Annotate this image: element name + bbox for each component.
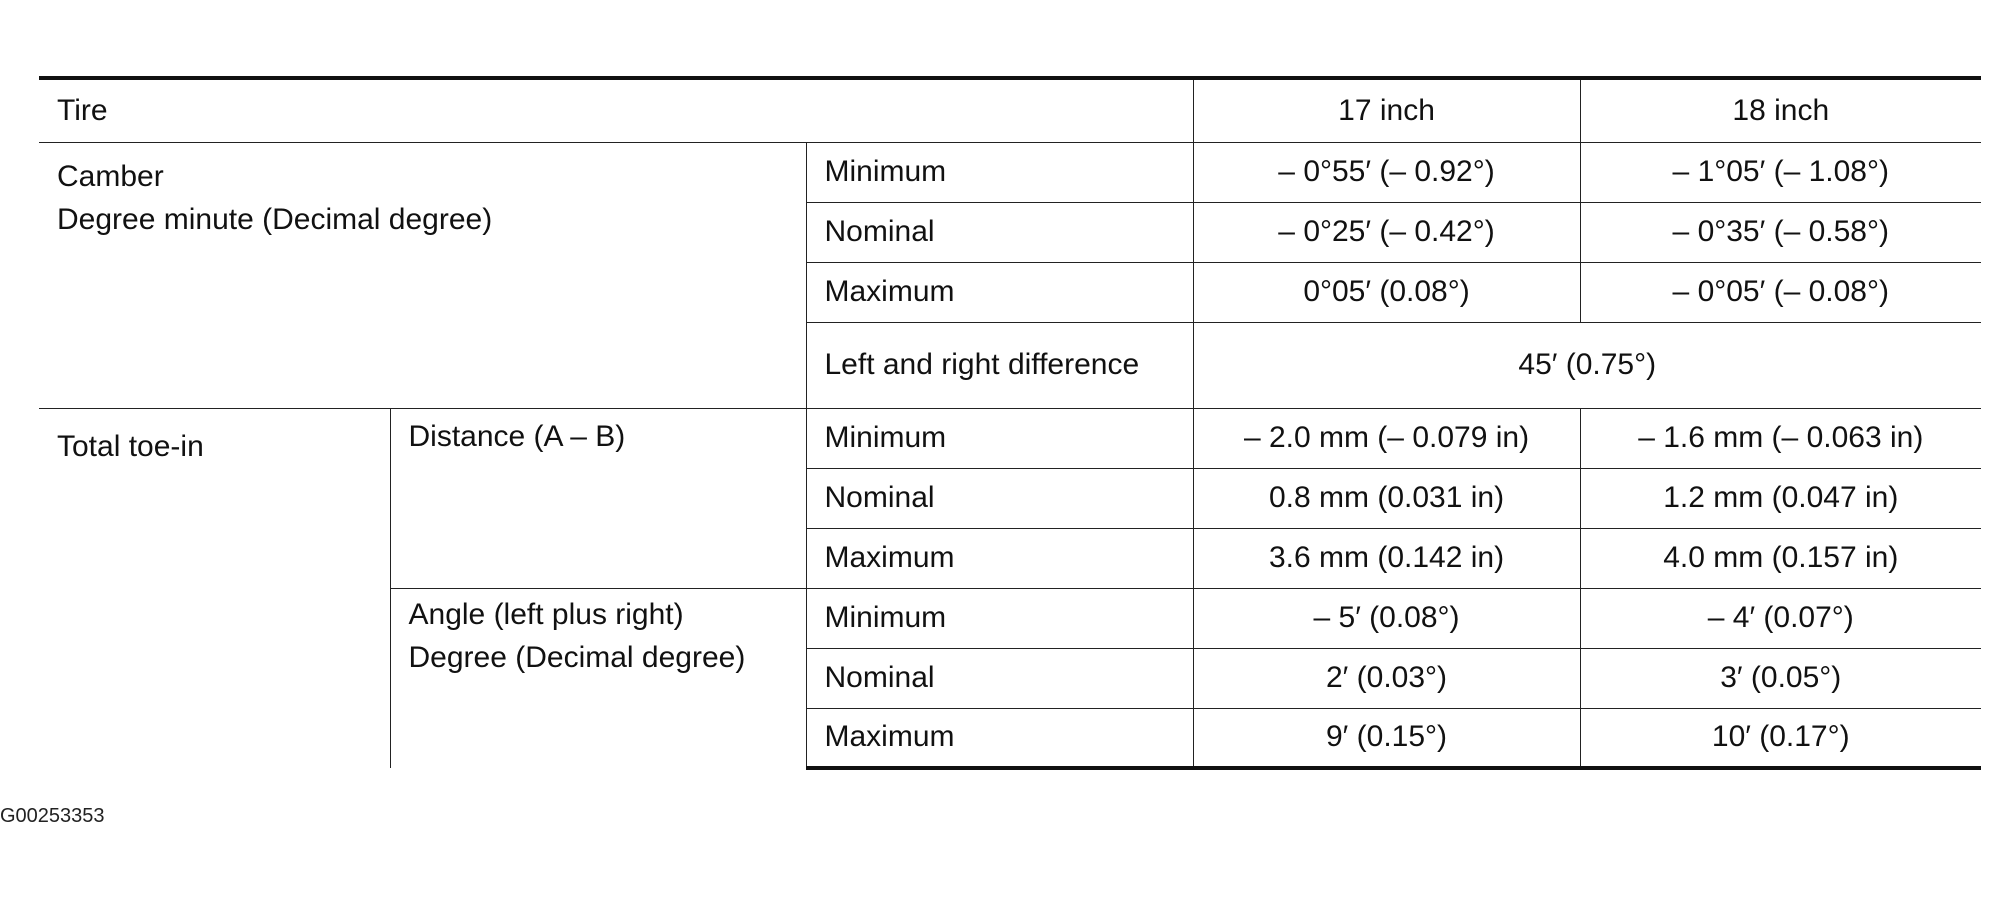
angle-minimum-18: – 4′ (0.07°) bbox=[1580, 588, 1981, 648]
angle-maximum-17: 9′ (0.15°) bbox=[1193, 708, 1580, 768]
header-17-inch: 17 inch bbox=[1193, 78, 1580, 142]
table-row bbox=[39, 408, 1981, 468]
camber-label: Camber bbox=[57, 159, 164, 193]
angle-minimum-label: Minimum bbox=[806, 588, 1193, 648]
camber-nominal-17: – 0°25′ (– 0.42°) bbox=[1193, 202, 1580, 262]
toe-in-angle-label: Angle (left plus right) bbox=[408, 597, 684, 631]
camber-difference-label: Left and right difference bbox=[806, 322, 1193, 408]
camber-unit-label: Degree minute (Decimal degree) bbox=[57, 202, 493, 236]
header-tire-label: Tire bbox=[39, 78, 1193, 142]
distance-maximum-17: 3.6 mm (0.142 in) bbox=[1193, 528, 1580, 588]
toe-in-angle-unit-label: Degree (Decimal degree) bbox=[408, 640, 746, 674]
distance-maximum-label: Maximum bbox=[806, 528, 1193, 588]
distance-nominal-label: Nominal bbox=[806, 468, 1193, 528]
camber-maximum-18: – 0°05′ (– 0.08°) bbox=[1580, 262, 1981, 322]
table-row bbox=[39, 142, 1981, 202]
camber-nominal-label: Nominal bbox=[806, 202, 1193, 262]
distance-minimum-label: Minimum bbox=[806, 408, 1193, 468]
distance-maximum-18: 4.0 mm (0.157 in) bbox=[1580, 528, 1981, 588]
distance-nominal-17: 0.8 mm (0.031 in) bbox=[1193, 468, 1580, 528]
distance-minimum-17: – 2.0 mm (– 0.079 in) bbox=[1193, 408, 1580, 468]
header-18-inch: 18 inch bbox=[1580, 78, 1981, 142]
camber-minimum-label: Minimum bbox=[806, 142, 1193, 202]
camber-maximum-label: Maximum bbox=[806, 262, 1193, 322]
angle-nominal-18: 3′ (0.05°) bbox=[1580, 648, 1981, 708]
angle-nominal-17: 2′ (0.03°) bbox=[1193, 648, 1580, 708]
alignment-spec-table bbox=[39, 76, 1981, 770]
distance-minimum-18: – 1.6 mm (– 0.063 in) bbox=[1580, 408, 1981, 468]
camber-nominal-18: – 0°35′ (– 0.58°) bbox=[1580, 202, 1981, 262]
toe-in-distance-label: Distance (A – B) bbox=[390, 408, 806, 588]
camber-difference-value: 45′ (0.75°) bbox=[1193, 322, 1981, 408]
angle-minimum-17: – 5′ (0.08°) bbox=[1193, 588, 1580, 648]
angle-maximum-label: Maximum bbox=[806, 708, 1193, 768]
angle-nominal-label: Nominal bbox=[806, 648, 1193, 708]
camber-minimum-17: – 0°55′ (– 0.92°) bbox=[1193, 142, 1580, 202]
camber-maximum-17: 0°05′ (0.08°) bbox=[1193, 262, 1580, 322]
angle-maximum-18: 10′ (0.17°) bbox=[1580, 708, 1981, 768]
toe-in-angle-label-cell bbox=[390, 588, 806, 768]
camber-label-cell bbox=[39, 142, 806, 408]
camber-minimum-18: – 1°05′ (– 1.08°) bbox=[1580, 142, 1981, 202]
distance-nominal-18: 1.2 mm (0.047 in) bbox=[1580, 468, 1981, 528]
toe-in-label: Total toe-in bbox=[39, 408, 390, 768]
document-code: G00253353 bbox=[0, 805, 105, 827]
table-header-row bbox=[39, 78, 1981, 142]
